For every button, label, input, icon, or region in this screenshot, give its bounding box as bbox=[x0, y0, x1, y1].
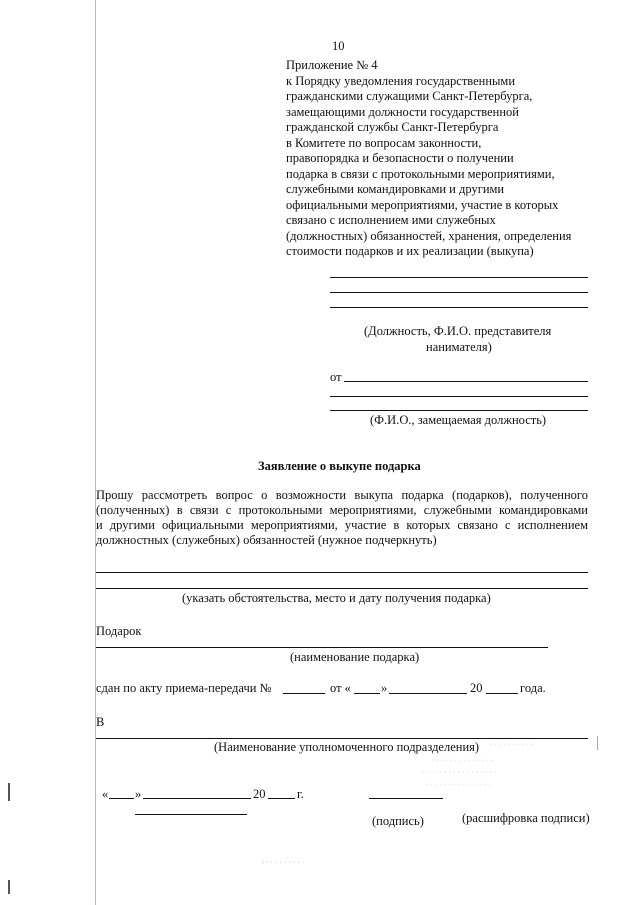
appendix-line: к Порядку уведомления государственными bbox=[286, 74, 516, 88]
statement-body-line: Прошу рассмотреть вопрос о возможности выкупа подарка (подарков), полученного bbox=[96, 488, 588, 502]
circumstances-line[interactable] bbox=[96, 588, 588, 589]
faint-stamp-mark: · · · · · · · · · · · · · · · bbox=[426, 782, 492, 788]
handover-year-prefix: 20 bbox=[470, 681, 483, 695]
applicant-signature-line[interactable] bbox=[135, 814, 247, 815]
appendix-line: гражданскими служащими Санкт-Петербурга, bbox=[286, 89, 533, 103]
scan-edge-mark bbox=[8, 783, 10, 801]
appendix-line: в Комитете по вопросам законности, bbox=[286, 136, 482, 150]
act-number-field[interactable] bbox=[283, 693, 325, 694]
appendix-line: подарка в связи с протокольными мероприятиями, bbox=[286, 167, 555, 181]
handover-quote-close: » bbox=[381, 681, 388, 695]
signature-decode-caption: (расшифровка подписи) bbox=[462, 811, 590, 825]
date-day-field[interactable] bbox=[109, 798, 134, 799]
gift-line[interactable] bbox=[96, 647, 548, 648]
gift-label: Подарок bbox=[96, 624, 142, 638]
date-open-quote: « bbox=[102, 787, 109, 801]
statement-title: Заявление о выкупе подарка bbox=[258, 459, 421, 473]
from-line[interactable] bbox=[330, 410, 588, 411]
appendix-line: стоимости подарков и их реализации (выкупа) bbox=[286, 244, 534, 258]
gift-caption: (наименование подарка) bbox=[290, 650, 420, 664]
act-day-field[interactable] bbox=[354, 693, 380, 694]
addressee-caption: нанимателя) bbox=[426, 340, 492, 354]
scan-margin-rule bbox=[95, 0, 96, 905]
page-number: 10 bbox=[332, 39, 345, 53]
division-line[interactable] bbox=[96, 738, 588, 739]
appendix-line: гражданской службы Санкт-Петербурга bbox=[286, 120, 499, 134]
statement-body-line: (полученных) в связи с протокольными мероприятиями, служебными командировками bbox=[96, 503, 588, 517]
addressee-line[interactable] bbox=[330, 277, 588, 278]
date-month-field[interactable] bbox=[143, 798, 251, 799]
statement-body-line: и другими официальными мероприятиями, участие в которых связано с исполнением bbox=[96, 518, 588, 532]
appendix-line: служебными командировками и другими bbox=[286, 182, 505, 196]
from-line[interactable] bbox=[344, 381, 588, 382]
from-line[interactable] bbox=[330, 396, 588, 397]
faint-stamp-mark: · · · · · · · · · · · · · · bbox=[432, 758, 493, 764]
faint-stamp-mark: · · · · · · · · · · · · · · · · · bbox=[422, 770, 497, 776]
date-year-field[interactable] bbox=[268, 798, 295, 799]
circumstances-line[interactable] bbox=[96, 572, 588, 573]
handover-from: от « bbox=[330, 681, 351, 695]
appendix-line: официальными мероприятиями, участие в которых bbox=[286, 198, 559, 212]
appendix-line: Приложение № 4 bbox=[286, 58, 378, 72]
scan-edge-mark bbox=[8, 880, 10, 894]
signature-caption: (подпись) bbox=[372, 814, 424, 828]
division-caption: (Наименование уполномоченного подразделения) bbox=[214, 740, 480, 754]
to-label: В bbox=[96, 715, 105, 729]
act-year-field[interactable] bbox=[486, 693, 518, 694]
statement-body-line: должностных (служебных) обязанностей (нужное подчеркнуть) bbox=[96, 533, 437, 547]
handover-year-suffix: года. bbox=[520, 681, 546, 695]
appendix-line: (должностных) обязанностей, хранения, определения bbox=[286, 229, 572, 243]
from-caption: (Ф.И.О., замещаемая должность) bbox=[370, 413, 547, 427]
appendix-line: замещающими должности государственной bbox=[286, 105, 519, 119]
faint-stamp-mark: · · · · · · · · · · bbox=[490, 742, 533, 748]
handover-text: сдан по акту приема-передачи № bbox=[96, 681, 272, 695]
date-year-suffix: г. bbox=[297, 787, 304, 801]
act-month-field[interactable] bbox=[389, 693, 467, 694]
date-year-prefix: 20 bbox=[253, 787, 266, 801]
addressee-line[interactable] bbox=[330, 292, 588, 293]
signature-field[interactable] bbox=[369, 798, 443, 799]
appendix-line: правопорядка и безопасности о получении bbox=[286, 151, 514, 165]
appendix-line: связано с исполнением ими служебных bbox=[286, 213, 496, 227]
scan-edge-mark bbox=[597, 736, 598, 750]
addressee-caption: (Должность, Ф.И.О. представителя bbox=[364, 324, 552, 338]
date-close-quote: » bbox=[135, 787, 142, 801]
addressee-line[interactable] bbox=[330, 307, 588, 308]
faint-scan-mark: \ · · · · · · · · · bbox=[262, 860, 305, 866]
circumstances-caption: (указать обстоятельства, место и дату получения подарка) bbox=[182, 591, 491, 605]
from-label: от bbox=[330, 370, 342, 384]
